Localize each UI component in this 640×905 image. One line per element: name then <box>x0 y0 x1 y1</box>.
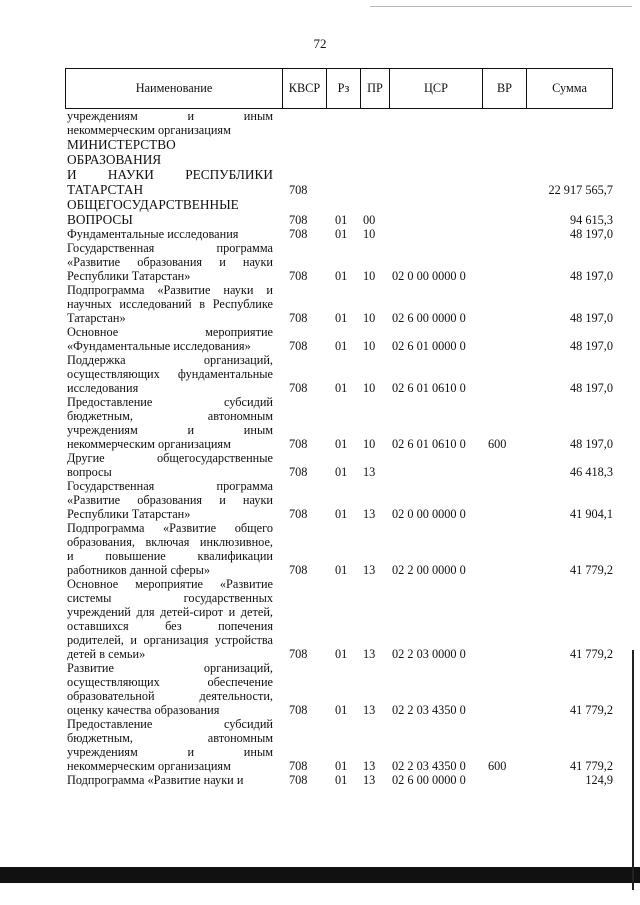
row-name-line: Поддержка организаций, <box>67 353 273 367</box>
table-row <box>65 137 613 197</box>
row-name <box>65 283 273 325</box>
row-name-line: Предоставление субсидий <box>67 395 273 409</box>
row-name-line: исследования <box>67 381 139 395</box>
cell-rz: 01 <box>335 381 348 395</box>
cell-rz: 01 <box>335 339 348 353</box>
cell-sum: 124,9 <box>585 773 613 787</box>
cell-rz: 01 <box>335 311 348 325</box>
row-name-line: Государственная программа <box>67 479 273 493</box>
header-csr: ЦСР <box>389 69 482 108</box>
cell-kvsr: 708 <box>289 227 308 241</box>
cell-sum: 22 917 565,7 <box>548 183 613 197</box>
row-name-line: оценку качества образования <box>67 703 220 717</box>
table-row <box>65 325 613 353</box>
row-name <box>65 325 273 353</box>
table-row <box>65 197 613 227</box>
row-name-line: «Фундаментальные исследования» <box>67 339 251 353</box>
row-name <box>65 137 273 197</box>
table-row <box>65 451 613 479</box>
table-row <box>65 283 613 325</box>
cell-sum: 41 779,2 <box>569 563 613 577</box>
row-name-line: бюджетным, автономным <box>67 409 273 423</box>
row-name-line: Основное мероприятие <box>67 325 273 339</box>
cell-sum: 41 779,2 <box>569 647 613 661</box>
budget-table <box>65 68 613 787</box>
row-name <box>65 717 273 773</box>
cell-kvsr: 708 <box>289 269 308 283</box>
cell-csr: 02 6 00 0000 0 <box>392 773 466 787</box>
row-name <box>65 521 273 577</box>
row-name-line: Татарстан» <box>67 311 126 325</box>
row-name-line: родителей, и организация устройства <box>67 633 273 647</box>
cell-pr: 13 <box>363 647 376 661</box>
cell-csr: 02 0 00 0000 0 <box>392 269 466 283</box>
row-name <box>65 479 273 521</box>
table-row <box>65 479 613 521</box>
cell-vr: 600 <box>488 759 507 773</box>
table-row <box>65 661 613 717</box>
row-name-line: учреждений для детей-сирот и детей, <box>67 605 273 619</box>
cell-rz: 01 <box>335 703 348 717</box>
row-name-line: Другие общегосударственные <box>67 451 273 465</box>
cell-sum: 41 779,2 <box>569 703 613 717</box>
scan-right-edge <box>632 650 634 890</box>
cell-kvsr: 708 <box>289 759 308 773</box>
cell-rz: 01 <box>335 227 348 241</box>
table-row <box>65 717 613 773</box>
cell-kvsr: 708 <box>289 507 308 521</box>
table-row <box>65 241 613 283</box>
cell-csr: 02 6 01 0610 0 <box>392 381 466 395</box>
row-name <box>65 227 273 241</box>
row-name-line: Развитие организаций, <box>67 661 273 675</box>
row-name <box>65 353 273 395</box>
row-name <box>65 109 273 137</box>
cell-sum: 46 418,3 <box>569 465 613 479</box>
cell-csr: 02 0 00 0000 0 <box>392 507 466 521</box>
cell-pr: 10 <box>363 339 376 353</box>
table-header <box>65 68 613 109</box>
row-name-line: и повышение квалификации <box>67 549 273 563</box>
cell-csr: 02 2 03 0000 0 <box>392 647 466 661</box>
cell-csr: 02 2 03 4350 0 <box>392 759 466 773</box>
cell-kvsr: 708 <box>289 773 308 787</box>
cell-pr: 10 <box>363 311 376 325</box>
cell-rz: 01 <box>335 773 348 787</box>
row-name-line: работников данной сферы» <box>67 563 211 577</box>
row-name-line: осуществляющих фундаментальные <box>67 367 273 381</box>
row-name-line: некоммерческим организациям <box>67 123 231 137</box>
table-row <box>65 109 613 137</box>
cell-vr: 600 <box>488 437 507 451</box>
table-row <box>65 577 613 661</box>
row-name <box>65 661 273 717</box>
cell-kvsr: 708 <box>289 311 308 325</box>
row-name-line: «Развитие образования и науки <box>67 493 273 507</box>
row-name-line: осуществляющих обеспечение <box>67 675 273 689</box>
cell-sum: 48 197,0 <box>569 339 613 353</box>
table-body <box>65 109 613 787</box>
row-name-line: ОБЩЕГОСУДАРСТВЕННЫЕ <box>67 197 239 212</box>
header-name: Наименование <box>135 81 213 95</box>
cell-sum: 41 904,1 <box>569 507 613 521</box>
top-scan-line <box>370 6 632 7</box>
cell-pr: 13 <box>363 465 376 479</box>
cell-csr: 02 2 00 0000 0 <box>392 563 466 577</box>
cell-csr: 02 2 03 4350 0 <box>392 703 466 717</box>
cell-kvsr: 708 <box>289 437 308 451</box>
header-vr: ВР <box>482 69 526 108</box>
table-row <box>65 773 613 787</box>
row-name-line: оставшихся без попечения <box>67 619 273 633</box>
cell-pr: 10 <box>363 381 376 395</box>
row-name-line: ТАТАРСТАН <box>67 182 144 197</box>
cell-rz: 01 <box>335 563 348 577</box>
scan-bottom-border <box>0 867 640 883</box>
row-name-line: образования, включая инклюзивное, <box>67 535 273 549</box>
cell-rz: 01 <box>335 465 348 479</box>
cell-pr: 10 <box>363 227 376 241</box>
row-name <box>65 197 273 227</box>
cell-sum: 48 197,0 <box>569 227 613 241</box>
row-name-line: бюджетным, автономным <box>67 731 273 745</box>
header-kvsr: КВСР <box>282 69 326 108</box>
row-name <box>65 241 273 283</box>
row-name-line: учреждениям и иным <box>67 109 273 123</box>
row-name-line: учреждениям и иным <box>67 745 273 759</box>
cell-csr: 02 6 01 0610 0 <box>392 437 466 451</box>
cell-csr: 02 6 01 0000 0 <box>392 339 466 353</box>
row-name-line: Подпрограмма «Развитие науки и <box>67 283 273 297</box>
table-row <box>65 353 613 395</box>
cell-sum: 48 197,0 <box>569 437 613 451</box>
row-name-line: Подпрограмма «Развитие общего <box>67 521 273 535</box>
cell-pr: 13 <box>363 563 376 577</box>
cell-csr: 02 6 00 0000 0 <box>392 311 466 325</box>
cell-kvsr: 708 <box>289 703 308 717</box>
row-name-line: вопросы <box>67 465 112 479</box>
row-name-line: некоммерческим организациям <box>67 759 231 773</box>
row-name-line: И НАУКИ РЕСПУБЛИКИ <box>67 167 273 182</box>
cell-rz: 01 <box>335 507 348 521</box>
cell-sum: 48 197,0 <box>569 269 613 283</box>
cell-pr: 10 <box>363 269 376 283</box>
page-number: 72 <box>313 36 327 51</box>
row-name-line: ВОПРОСЫ <box>67 212 133 227</box>
table-row <box>65 521 613 577</box>
row-name-line: научных исследований в Республике <box>67 297 273 311</box>
cell-pr: 00 <box>363 213 376 227</box>
cell-rz: 01 <box>335 437 348 451</box>
cell-pr: 13 <box>363 773 376 787</box>
table-row <box>65 227 613 241</box>
cell-pr: 13 <box>363 759 376 773</box>
header-rz: Рз <box>326 69 360 108</box>
cell-kvsr: 708 <box>289 647 308 661</box>
cell-rz: 01 <box>335 213 348 227</box>
cell-rz: 01 <box>335 647 348 661</box>
row-name-line: некоммерческим организациям <box>67 437 231 451</box>
row-name-line: МИНИСТЕРСТВО ОБРАЗОВАНИЯ <box>67 137 176 167</box>
table-row <box>65 395 613 451</box>
row-name-line: «Развитие образования и науки <box>67 255 273 269</box>
cell-sum: 94 615,3 <box>569 213 613 227</box>
header-sum: Сумма <box>526 69 612 108</box>
row-name <box>65 577 273 661</box>
row-name-line: образовательной деятельности, <box>67 689 273 703</box>
cell-pr: 13 <box>363 507 376 521</box>
row-name-line: Государственная программа <box>67 241 273 255</box>
row-name-line: системы государственных <box>67 591 273 605</box>
row-name-line: детей в семьи» <box>67 647 146 661</box>
row-name-line: Республики Татарстан» <box>67 269 191 283</box>
header-pr: ПР <box>360 69 389 108</box>
cell-kvsr: 708 <box>289 381 308 395</box>
cell-kvsr: 708 <box>289 339 308 353</box>
cell-rz: 01 <box>335 759 348 773</box>
row-name-line: Основное мероприятие «Развитие <box>67 577 273 591</box>
cell-sum: 48 197,0 <box>569 311 613 325</box>
cell-kvsr: 708 <box>289 213 308 227</box>
cell-kvsr: 708 <box>289 465 308 479</box>
cell-rz: 01 <box>335 269 348 283</box>
cell-kvsr: 708 <box>289 563 308 577</box>
row-name-line: Предоставление субсидий <box>67 717 273 731</box>
cell-sum: 41 779,2 <box>569 759 613 773</box>
row-name-line: Подпрограмма «Развитие науки и <box>67 773 244 787</box>
row-name-line: учреждениям и иным <box>67 423 273 437</box>
row-name-line: Республики Татарстан» <box>67 507 191 521</box>
row-name <box>65 395 273 451</box>
row-name <box>65 451 273 479</box>
cell-pr: 13 <box>363 703 376 717</box>
cell-sum: 48 197,0 <box>569 381 613 395</box>
cell-pr: 10 <box>363 437 376 451</box>
row-name-line: Фундаментальные исследования <box>67 227 239 241</box>
row-name <box>65 773 273 787</box>
cell-kvsr: 708 <box>289 183 308 197</box>
